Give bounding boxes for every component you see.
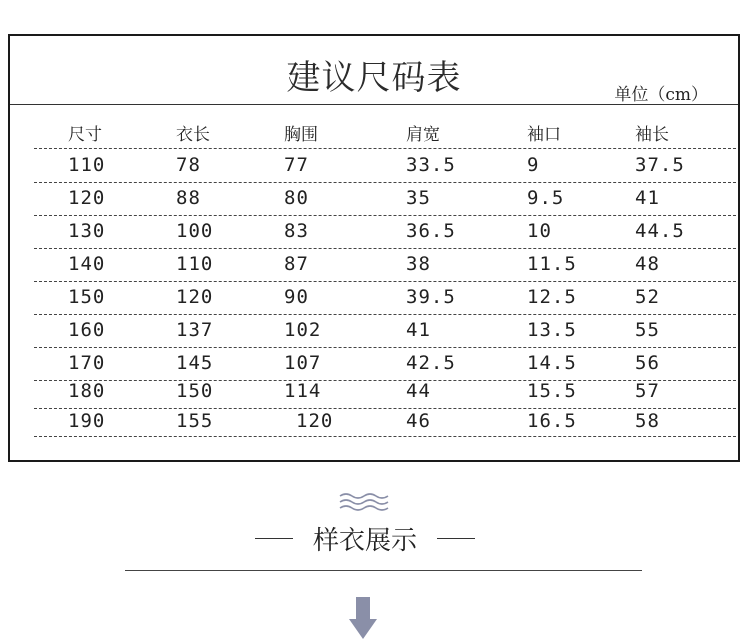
- cell-sleeve: 37.5: [635, 154, 685, 176]
- table-row: [10, 150, 738, 183]
- cell-sleeve: 52: [635, 286, 660, 308]
- cell-shoulder: 33.5: [406, 154, 456, 176]
- table-row: [10, 406, 738, 437]
- table-row: [10, 216, 738, 249]
- table-row: [10, 249, 738, 282]
- cell-shoulder: 36.5: [406, 220, 456, 242]
- cell-length: 100: [176, 220, 214, 242]
- cell-shoulder: 46: [406, 410, 431, 432]
- cell-length: 145: [176, 352, 214, 374]
- section-title: 样衣展示: [312, 526, 417, 556]
- cell-chest: 102: [284, 319, 322, 341]
- size-chart-table: [8, 34, 740, 462]
- cell-cuff: 9: [527, 154, 540, 176]
- cell-cuff: 10: [527, 220, 552, 242]
- cell-chest: 120: [296, 410, 334, 432]
- cell-cuff: 15.5: [527, 380, 577, 402]
- cell-size: 130: [68, 220, 106, 242]
- cell-shoulder: 44: [406, 380, 431, 402]
- arrow-down-icon: [349, 597, 377, 639]
- cell-cuff: 9.5: [527, 187, 565, 209]
- cell-cuff: 13.5: [527, 319, 577, 341]
- cell-shoulder: 39.5: [406, 286, 456, 308]
- cell-sleeve: 48: [635, 253, 660, 275]
- header-cuff: 袖口: [527, 125, 561, 145]
- cell-chest: 90: [284, 286, 309, 308]
- cell-sleeve: 57: [635, 380, 660, 402]
- cell-length: 110: [176, 253, 214, 275]
- heading-line-right: [437, 538, 475, 539]
- cell-cuff: 12.5: [527, 286, 577, 308]
- sample-display-heading: [0, 518, 750, 558]
- cell-chest: 77: [284, 154, 309, 176]
- cell-length: 88: [176, 187, 201, 209]
- header-shoulder: 肩宽: [406, 125, 440, 145]
- cell-chest: 83: [284, 220, 309, 242]
- header-chest: 胸围: [284, 125, 318, 145]
- cell-cuff: 11.5: [527, 253, 577, 275]
- cell-length: 155: [176, 410, 214, 432]
- cell-length: 78: [176, 154, 201, 176]
- cell-shoulder: 35: [406, 187, 431, 209]
- table-row: [10, 376, 738, 409]
- table-row: [10, 315, 738, 348]
- cell-size: 170: [68, 352, 106, 374]
- cell-size: 180: [68, 380, 106, 402]
- header-divider: [34, 148, 736, 149]
- cell-size: 110: [68, 154, 106, 176]
- cell-cuff: 16.5: [527, 410, 577, 432]
- cell-chest: 114: [284, 380, 322, 402]
- row-divider: [34, 436, 736, 437]
- header-sleeve: 袖长: [635, 125, 669, 145]
- cell-sleeve: 41: [635, 187, 660, 209]
- cell-sleeve: 55: [635, 319, 660, 341]
- chart-title: 建议尺码表: [286, 58, 462, 98]
- cell-cuff: 14.5: [527, 352, 577, 374]
- unit-label: 单位（cm）: [614, 85, 708, 105]
- cell-size: 140: [68, 253, 106, 275]
- table-row: [10, 183, 738, 216]
- cell-shoulder: 41: [406, 319, 431, 341]
- cell-chest: 87: [284, 253, 309, 275]
- header-length: 衣长: [176, 125, 210, 145]
- header-size: 尺寸: [68, 125, 102, 145]
- cell-size: 150: [68, 286, 106, 308]
- cell-length: 120: [176, 286, 214, 308]
- cell-sleeve: 44.5: [635, 220, 685, 242]
- cell-chest: 107: [284, 352, 322, 374]
- cell-shoulder: 38: [406, 253, 431, 275]
- cell-length: 150: [176, 380, 214, 402]
- table-row: [10, 282, 738, 315]
- section-divider: [125, 570, 642, 571]
- cell-shoulder: 42.5: [406, 352, 456, 374]
- cell-length: 137: [176, 319, 214, 341]
- cell-chest: 80: [284, 187, 309, 209]
- cell-size: 120: [68, 187, 106, 209]
- wave-icon: [338, 492, 390, 512]
- cell-sleeve: 58: [635, 410, 660, 432]
- cell-sleeve: 56: [635, 352, 660, 374]
- heading-line-left: [255, 538, 293, 539]
- cell-size: 190: [68, 410, 106, 432]
- title-divider: [10, 104, 738, 105]
- cell-size: 160: [68, 319, 106, 341]
